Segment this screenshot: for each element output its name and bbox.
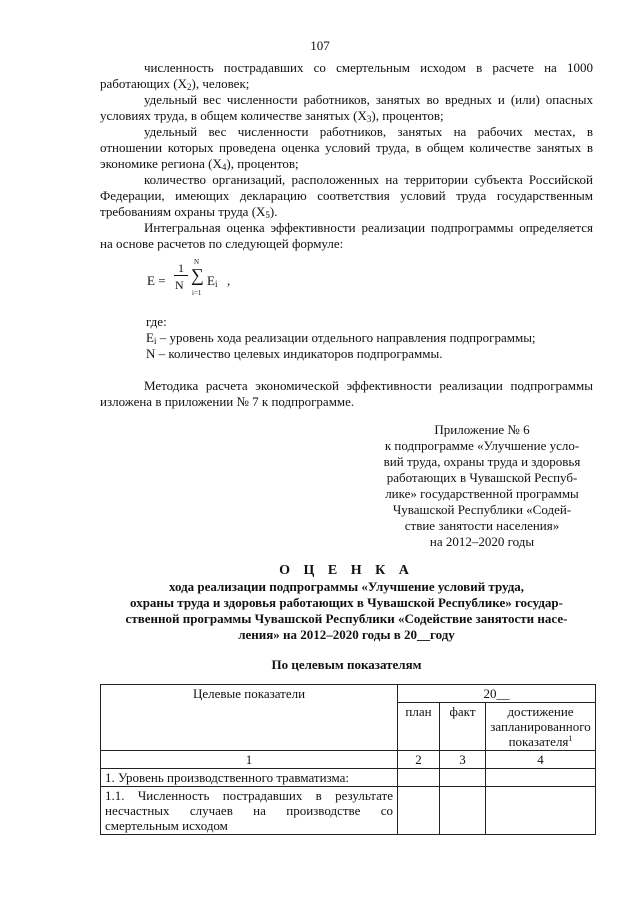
header-fact: факт: [440, 703, 486, 751]
appendix-header: Приложение № 6 к подпрограмме «Улучшение усло- вий труда, охраны труда и здоровья работающих в Чувашской Респуб- лике» государственной программы Чувашской Республики «Содей- ствие занятости населения» на 2012–2020 годы: [383, 422, 581, 549]
table-numbering-row: 1 2 3 4: [101, 751, 596, 769]
table-row: 1. Уровень производственного травматизма:: [101, 769, 596, 787]
paragraph-x5: количество организаций, расположенных на территории субъекта Российской Федерации, имеющих декларацию соответствия условий труда государственным требованиям охраны труда $(Х_5)$.: [100, 172, 593, 220]
fraction-bar: [174, 275, 188, 276]
definition-n: N – количество целевых индикаторов подпрограммы.: [146, 346, 443, 361]
formula-numerator: 1: [178, 261, 184, 275]
indicators-table: [100, 684, 596, 835]
title-heading: О Ц Е Н К А: [279, 563, 414, 578]
sum-sign: ∑: [191, 265, 204, 285]
formula-denominator: N: [175, 278, 184, 292]
indicator-list: [100, 60, 593, 252]
paragraph-integral: Интегральная оценка эффективности реализации подпрограммы определяется на основе расчетов по следующей формуле:: [100, 220, 593, 251]
paragraph-x4: удельный вес численности работников, занятых на рабочих местах, в отношении которых проведена оценка условий труда, в общем количестве занятых в экономике региона $(Х_4)$, процентов;: [100, 124, 593, 172]
formula-comma: ,: [227, 273, 231, 288]
document-title: О Ц Е Н К А хода реализации подпрограммы «Улучшение условий труда, охраны труда и здоровья работающих в Чувашской Республике» государ- ственной программы Чувашской Республики «Содействие занятости насе- ления» на 2012–2020 годы в 20__году: [100, 563, 593, 643]
paragraph-x2: численность пострадавших со смертельным исходом в расчете на 1000 работающих $(Х_2)$, человек;: [100, 60, 593, 92]
sum-upper-limit: N: [194, 258, 200, 266]
sum-lower-limit: i=1: [192, 289, 202, 297]
table-header-row: [101, 685, 596, 703]
integral-formula: [147, 258, 347, 304]
definition-ei: $E_i$ – уровень хода реализации отдельного направления подпрограммы;: [146, 330, 536, 346]
table-row: 1.1. Численность пострадавших в результате несчастных случаев на производстве со смертельным исходом: [101, 787, 596, 835]
methodology-paragraph: Методика расчета экономической эффективности реализации подпрограммы изложена в приложении № 7 к подпрограмме.: [100, 378, 593, 409]
paragraph-x3: удельный вес численности работников, занятых во вредных и (или) опасных условиях труда, в общем количестве занятых $(Х_3)$, процентов;: [100, 92, 593, 124]
formula-lhs: E =: [147, 273, 166, 288]
header-indicators: Целевые показатели: [101, 685, 398, 751]
header-year: 20__: [398, 685, 596, 703]
header-plan: план: [398, 703, 440, 751]
header-achievement: достижение запланированного показателя$^1$: [486, 703, 596, 751]
where-label: где:: [146, 314, 167, 329]
section-subtitle: По целевым показателям: [271, 657, 422, 672]
formula-term: $E_i$: [207, 273, 218, 289]
page-number: 107: [310, 38, 330, 53]
